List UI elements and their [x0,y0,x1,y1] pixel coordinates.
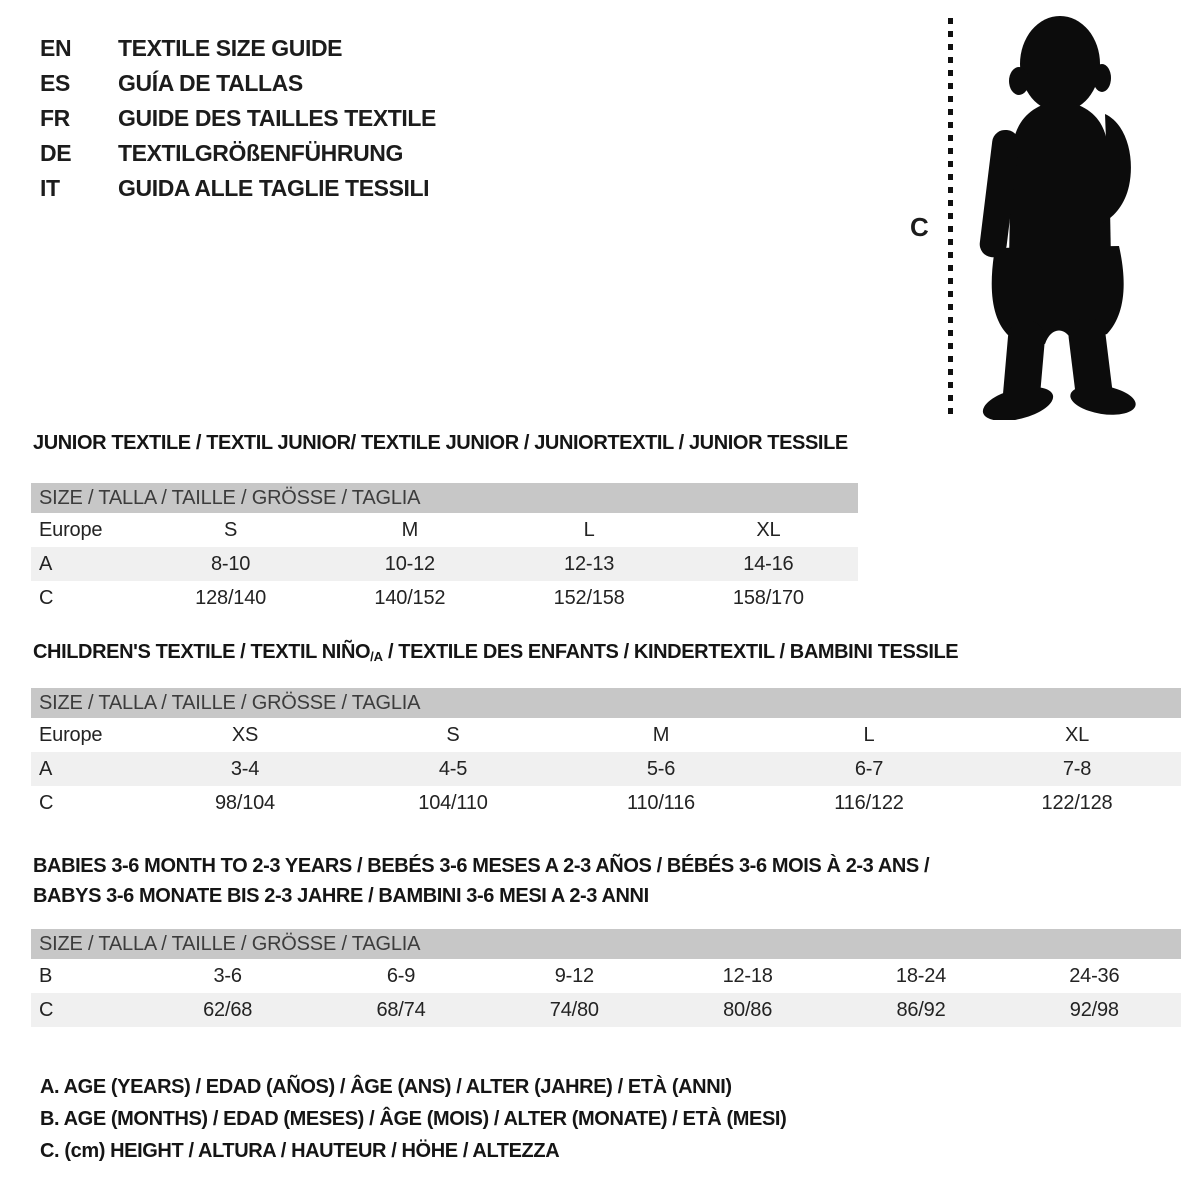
table-row [31,752,1181,786]
height-measure-label: C [910,212,929,242]
table-cell: 6-9 [386,964,416,987]
table-cell: 110/116 [627,791,695,814]
size-table-header: SIZE / TALLA / TAILLE / GRÖSSE / TAGLIA [31,929,1181,959]
table-cell: 4-5 [349,752,557,786]
babies-size-table [31,929,1181,1027]
table-cell: 68/74 [314,993,487,1027]
table-cell: 74/80 [488,993,661,1027]
babies-section-title-line1: BABIES 3-6 MONTH TO 2-3 YEARS / BEBÉS 3-6 MESES A 2-3 AÑOS / BÉBÉS 3-6 MOIS À 2-3 ANS / [33,855,930,877]
table-cell: 140/152 [374,586,446,609]
row-label: B [39,964,53,987]
junior-section-title [33,432,848,455]
table-cell: M [401,518,419,541]
table-cell: 18-24 [895,964,947,987]
language-code: ES [40,70,70,96]
table-row [31,786,1181,820]
table-cell: 8-10 [141,547,320,581]
height-measure-dashed-line [948,18,953,418]
language-row [40,101,436,136]
table-cell: 7-8 [973,752,1181,786]
language-code: IT [40,175,60,201]
table-cell: 3-6 [213,964,242,987]
table-cell: 6-7 [765,752,973,786]
table-cell: 12-18 [722,964,773,987]
language-row [40,31,436,66]
row-label: C [31,993,141,1027]
table-row [31,718,1181,752]
table-cell: S [224,518,238,541]
children-size-table [31,688,1181,820]
legend-line-b: B. AGE (MONTHS) / EDAD (MESES) / ÂGE (MOIS) / ALTER (MONATE) / ETÀ (MESI) [40,1108,787,1130]
table-cell: 98/104 [215,791,275,814]
language-title: GUIDE DES TAILLES TEXTILE [118,105,436,131]
table-cell: 12-13 [500,547,679,581]
language-list [40,31,436,206]
table-cell: 24-36 [1069,964,1120,987]
table-cell: XL [756,518,781,541]
children-section-title-text: CHILDREN'S TEXTILE / TEXTIL NIÑO [33,641,371,663]
size-table-header: SIZE / TALLA / TAILLE / GRÖSSE / TAGLIA [31,483,858,513]
babies-section-title-line2: BABYS 3-6 MONATE BIS 2-3 JAHRE / BAMBINI 3-6 MESI A 2-3 ANNI [33,885,649,907]
junior-size-table [31,483,858,615]
junior-section-title-text: JUNIOR TEXTILE / TEXTIL JUNIOR/ TEXTILE JUNIOR / JUNIORTEXTIL / JUNIOR TESSILE [33,432,848,454]
language-title: TEXTILE SIZE GUIDE [118,35,343,61]
row-label: C [39,791,54,814]
children-section-title [33,641,958,664]
babies-section-title [33,851,929,911]
table-cell: 86/92 [834,993,1007,1027]
row-label: Europe [39,723,103,746]
table-cell: M [652,723,670,746]
table-cell: 9-12 [554,964,594,987]
table-cell: L [583,518,595,541]
table-header-row [31,929,1181,959]
legend-line-c: C. (cm) HEIGHT / ALTURA / HAUTEUR / HÖHE / ALTEZZA [40,1140,560,1162]
table-cell: 152/158 [553,586,625,609]
table-cell: 62/68 [141,993,314,1027]
table-cell: 5-6 [557,752,765,786]
table-header-row [31,483,858,513]
row-label: Europe [39,518,103,541]
table-cell: 10-12 [320,547,499,581]
table-cell: 158/170 [732,586,804,609]
table-cell: L [863,723,875,746]
language-row [40,66,436,101]
table-cell: 80/86 [661,993,834,1027]
toddler-silhouette-icon [963,8,1143,420]
children-section-title-text: / TEXTILE DES ENFANTS / KINDERTEXTIL / BAMBINI TESSILE [382,641,959,663]
language-row [40,171,436,206]
table-cell: S [446,723,460,746]
table-row [31,581,858,615]
legend [40,1071,786,1167]
row-label: C [39,586,54,609]
language-code: FR [40,105,70,131]
language-title: GUIDA ALLE TAGLIE TESSILI [118,175,430,201]
language-code: EN [40,35,72,61]
row-label: A [31,547,141,581]
table-cell: 104/110 [418,791,488,814]
table-cell: 14-16 [679,547,858,581]
table-row [31,993,1181,1027]
table-cell: 122/128 [1041,791,1113,814]
language-row [40,136,436,171]
children-section-title-subscript: /A [370,649,383,664]
table-row [31,547,858,581]
table-cell: 92/98 [1008,993,1181,1027]
legend-line-a: A. AGE (YEARS) / EDAD (AÑOS) / ÂGE (ANS) / ALTER (JAHRE) / ETÀ (ANNI) [40,1076,732,1098]
table-cell: XL [1064,723,1090,746]
language-title: GUÍA DE TALLAS [118,70,303,96]
table-row [31,513,858,547]
size-table-header: SIZE / TALLA / TAILLE / GRÖSSE / TAGLIA [31,688,1181,718]
row-label: A [31,752,141,786]
table-header-row [31,688,1181,718]
table-row [31,959,1181,993]
language-title: TEXTILGRÖßENFÜHRUNG [118,140,403,166]
table-cell: 3-4 [141,752,349,786]
table-cell: XS [231,723,259,746]
table-cell: 116/122 [834,791,904,814]
table-cell: 128/140 [195,586,267,609]
language-code: DE [40,140,72,166]
